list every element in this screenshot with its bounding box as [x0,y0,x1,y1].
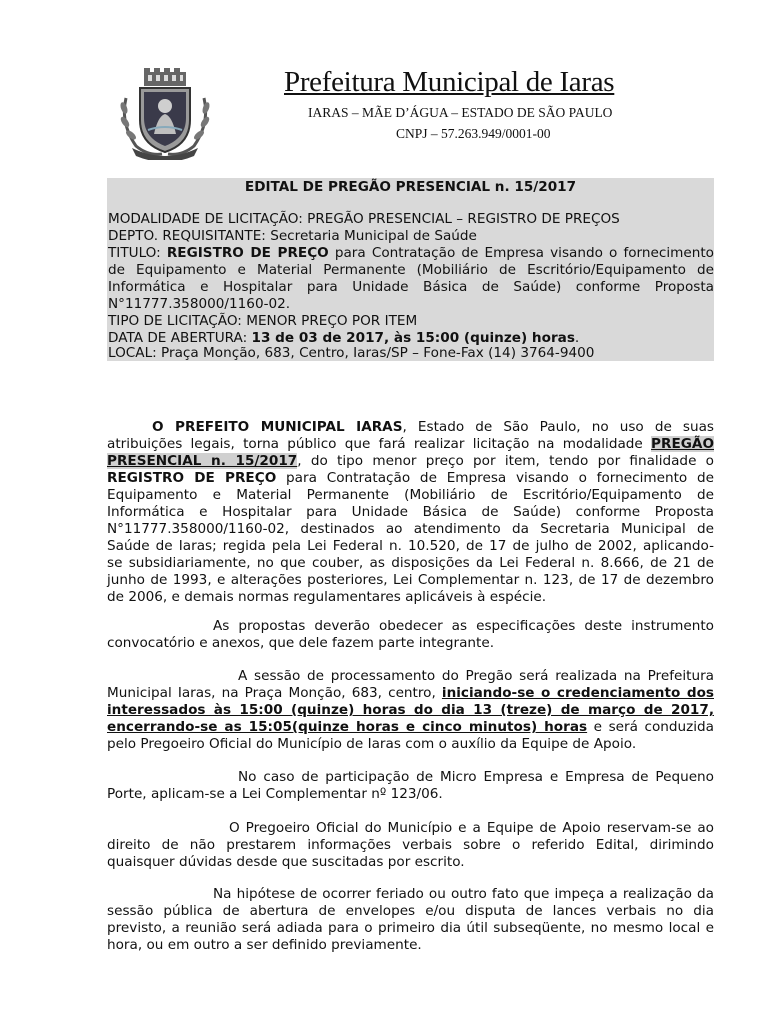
titulo-line-1 [108,245,714,261]
data-label: DATA DE ABERTURA: [108,330,252,346]
para1-line-6: Informática e Hospitalar para Unidade Básica de Saúde) conforme Proposta [107,504,714,520]
local-line: LOCAL: Praça Monção, 683, Centro, Iaras/SP – Fone-Fax (14) 3764-9400 [108,345,595,361]
paragraph-pregoeiro [107,820,714,871]
para3-line-1: A sessão de processamento do Pregão será realizada na Prefeitura [238,668,714,684]
para1-l4-rest: para Contratação de Empresa visando o fornecimento de [276,470,715,486]
edital-title: EDITAL DE PREGÃO PRESENCIAL n. 15/2017 [244,179,577,195]
para1-l1-rest: , Estado de São Paulo, no uso de suas [402,419,714,435]
para3-l2-start: Municipal Iaras, na Praça Monção, 683, centro, [107,685,442,701]
para2-line-1: As propostas deverão obedecer as especificações deste instrumento [213,618,714,634]
para1-line-10: junho de 1993, e alterações posteriores, Lei Complementar n. 123, de 17 de dezembro [107,572,714,588]
para1-l3-rest: , do tipo menor preço por item, tendo por finalidade o [297,453,714,469]
titulo-line-3: Informática e Hospitalar para Unidade Básica de Saúde) conforme Proposta [108,279,714,295]
para1-line-11: de 2006, e demais normas regulamentares aplicáveis à espécie. [107,589,547,605]
credenciamento-bold: iniciando-se o credenciamento dos [441,685,714,701]
titulo-line-2: de Equipamento e Material Permanente (Mobiliário de Escritório/Equipamento de [108,262,714,278]
para1-l2-start: atribuições legais, torna público que fará realizar licitação na modalidade [107,436,652,452]
paragraph-preambulo [107,419,714,606]
para6-line-2: sessão pública de abertura de envelopes e/ou disputa de lances verbais no dia [107,903,714,919]
para6-line-1: Na hipótese de ocorrer feriado ou outro fato que impeça a realização da [213,886,714,902]
para3-line-3 [107,702,714,719]
titulo-line-4: N°11777.358000/1160-02. [108,296,291,312]
tipo-line: TIPO DE LICITAÇÃO: MENOR PREÇO POR ITEM [108,313,418,329]
pregao-highlight: PREGÃO [651,436,714,452]
data-end: . [574,330,580,346]
cnpj-line: CNPJ – 57.263.949/0001-00 [396,126,551,141]
titulo-label: TITULO: [108,245,167,261]
para3-l4-rest: e será conduzida [587,719,715,735]
data-abertura-line [108,330,714,346]
depto-line: DEPTO. REQUISITANTE: Secretaria Municipal de Saúde [108,228,477,244]
paragraph-micro-empresa [107,769,714,803]
horario-bold: interessados às 15:00 (quinze) horas do dia 13 (treze) de março de 2017, [107,702,714,718]
page-title: Prefeitura Municipal de Iaras [284,66,615,98]
data-bold: 13 de 03 de 2017, às 15:00 (quinze) horas [251,330,575,346]
para1-line-8: Saúde de Iaras; regida pela Lei Federal n. 10.520, de 17 de julho de 2002, aplicando- [107,538,714,554]
para1-line-2 [107,436,714,453]
titulo-bold: REGISTRO DE PREÇO [166,245,329,261]
para6-line-3: previsto, a reunião será adiada para o primeiro dia útil subseqüente, no mesmo local e [107,920,714,936]
para3-line-4 [107,719,714,736]
para5-line-3: quaisquer dúvidas desde que suscitadas por escrito. [107,854,465,870]
encerramento-bold: encerrando-se as 15:05(quinze horas e cinco minutos) horas [107,719,588,735]
para1-line-1 [107,419,714,436]
para1-line-9: se subsidiariamente, no que couber, as disposições da Lei Federal n. 8.666, de 21 de [107,555,714,571]
para2-line-2: convocatório e anexos, que dele fazem parte integrante. [107,635,495,651]
edital-summary-box [107,178,714,361]
para1-line-3 [107,453,714,470]
presencial-highlight: PRESENCIAL n. 15/2017 [107,453,298,469]
para1-line-7: N°11777.358000/1160-02, destinados ao atendimento da Secretaria Municipal de [107,521,714,537]
prefeito-bold: O PREFEITO MUNICIPAL IARAS [152,419,403,435]
modalidade-line: MODALIDADE DE LICITAÇÃO: PREGÃO PRESENCIAL – REGISTRO DE PREÇOS [108,211,620,227]
registro-bold: REGISTRO DE PREÇO [107,470,277,486]
para6-line-4: hora, ou em outro a ser definido previamente. [107,937,422,953]
para5-line-1: O Pregoeiro Oficial do Município e a Equipe de Apoio reservam-se ao [229,820,714,836]
para3-line-2 [107,685,714,702]
paragraph-feriado [107,886,714,954]
para5-line-2: direito de não prestarem informações verbais sobre o referido Edital, dirimindo [107,837,714,853]
para1-line-4 [107,470,714,487]
para4-line-1: No caso de participação de Micro Empresa e Empresa de Pequeno [238,769,714,785]
paragraph-sessao [107,668,714,753]
para4-line-2: Porte, aplicam-se a Lei Complementar nº 123/06. [107,786,443,802]
para1-line-5: Equipamento e Material Permanente (Mobiliário de Escritório/Equipamento de [107,487,714,503]
page-subtitle: IARAS – MÃE D’ÁGUA – ESTADO DE SÃO PAULO [308,105,613,120]
titulo-line1-rest: para Contratação de Empresa visando o fornecimento [328,245,714,261]
para3-line-5: pelo Pregoeiro Oficial do Município de Iaras com o auxílio da Equipe de Apoio. [107,736,637,752]
municipal-coat-of-arms [118,68,212,160]
paragraph-propostas [107,618,714,652]
